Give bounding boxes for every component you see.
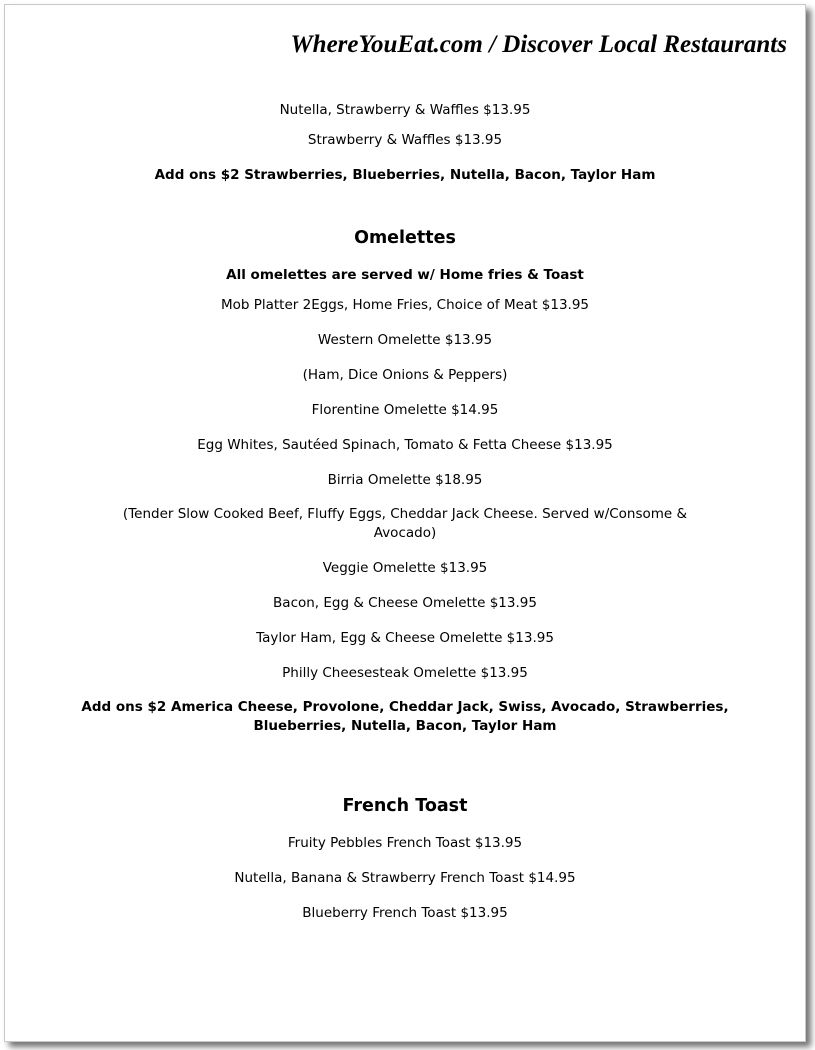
section-heading-omelettes: Omelettes [354,228,456,248]
menu-item: Nutella, Banana & Strawberry French Toast $14.95 [234,870,576,886]
waffles-addons: Add ons $2 Strawberries, Blueberries, Nutella, Bacon, Taylor Ham [154,167,656,183]
menu-item: Bacon, Egg & Cheese Omelette $13.95 [273,595,537,611]
menu-item-description: Egg Whites, Sautéed Spinach, Tomato & Fetta Cheese $13.95 [197,437,613,453]
site-header-title: WhereYouEat.com / Discover Local Restaurants [290,31,787,58]
menu-item-description: (Ham, Dice Onions & Peppers) [302,367,508,383]
omelettes-addons: Blueberries, Nutella, Bacon, Taylor Ham [253,718,557,734]
menu-item: Birria Omelette $18.95 [327,472,483,488]
menu-item: Nutella, Strawberry & Waffles $13.95 [279,102,531,118]
menu-item: Strawberry & Waffles $13.95 [307,132,503,148]
omelettes-addons: Add ons $2 America Cheese, Provolone, Cheddar Jack, Swiss, Avocado, Strawberries, [81,699,729,715]
menu-item: Mob Platter 2Eggs, Home Fries, Choice of Meat $13.95 [220,297,590,313]
omelettes-note: All omelettes are served w/ Home fries & Toast [226,267,584,283]
menu-item-description: Avocado) [373,525,437,541]
section-heading-french-toast: French Toast [342,796,468,816]
menu-item: Taylor Ham, Egg & Cheese Omelette $13.95 [256,630,554,646]
menu-item: Philly Cheesesteak Omelette $13.95 [282,665,528,681]
menu-item: Blueberry French Toast $13.95 [302,905,508,921]
menu-item-description: (Tender Slow Cooked Beef, Fluffy Eggs, Cheddar Jack Cheese. Served w/Consome & [122,506,688,522]
menu-item: Florentine Omelette $14.95 [311,402,499,418]
menu-item: Fruity Pebbles French Toast $13.95 [287,835,523,851]
menu-item: Western Omelette $13.95 [317,332,493,348]
menu-page [4,4,806,1042]
menu-item: Veggie Omelette $13.95 [322,560,488,576]
